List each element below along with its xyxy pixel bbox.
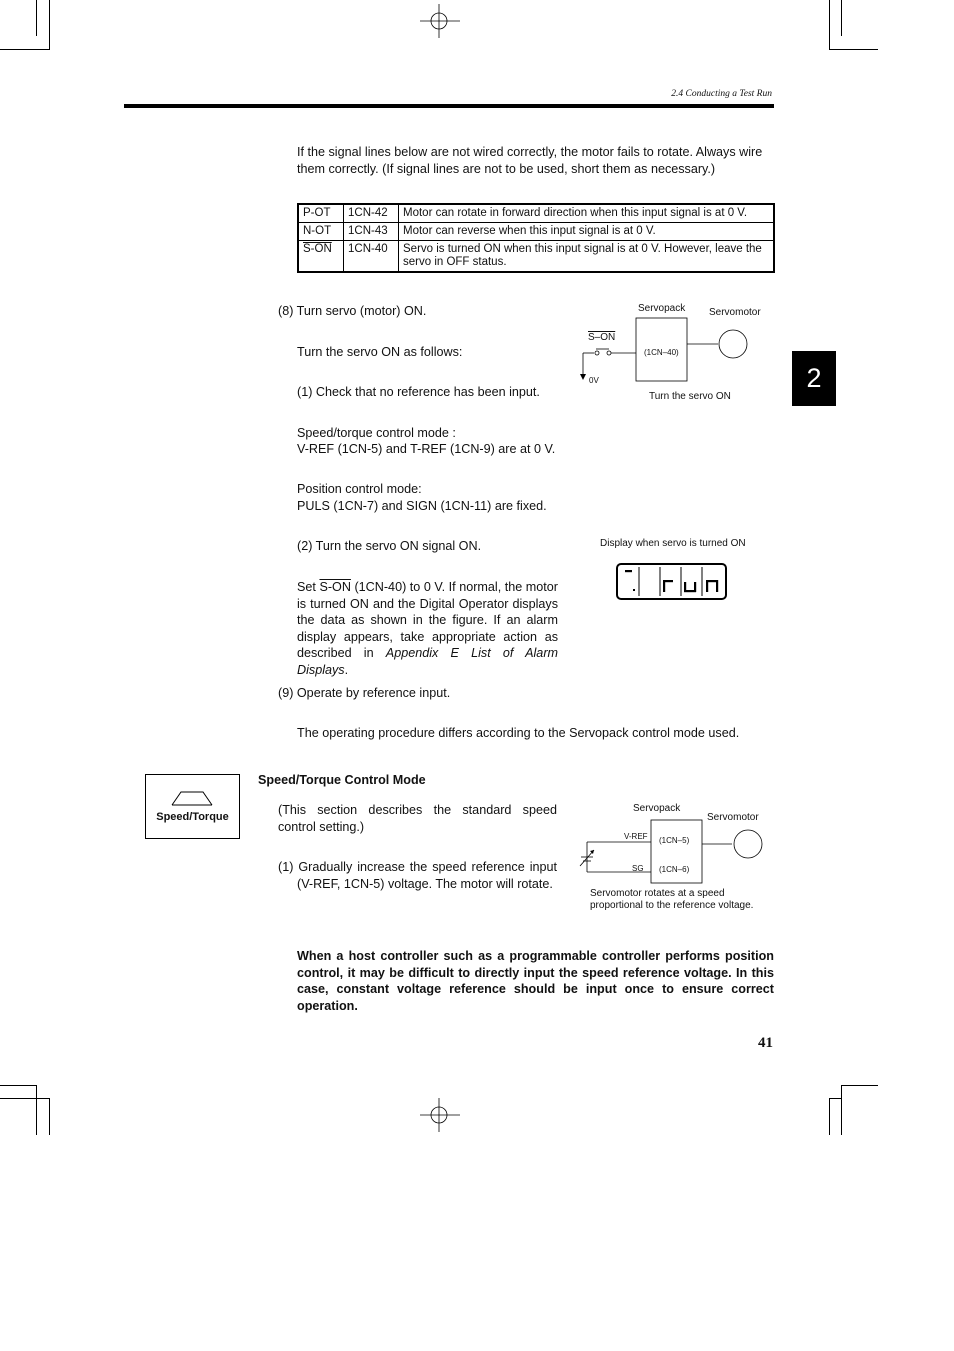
pin-label: (1CN–6) [659, 865, 690, 874]
position-mode-label: Position control mode: [297, 482, 422, 496]
crop-mark [36, 0, 37, 36]
sg-label: SG [632, 864, 644, 873]
signal-cell: S-ON [298, 241, 344, 273]
crop-mark [829, 49, 878, 50]
speed-reference-diagram [578, 800, 778, 915]
appendix-reference: Appendix E List of Alarm Displays [297, 646, 558, 677]
speed-torque-mode-box [145, 774, 240, 839]
run-display-digits [618, 565, 725, 598]
pin-cell: 1CN-40 [344, 241, 399, 273]
set-end: . [344, 662, 349, 677]
crop-mark [49, 1098, 50, 1135]
crop-mark [841, 1085, 842, 1135]
description-cell: Servo is turned ON when this input signal is at 0 V. However, leave the servo in OFF status. [399, 241, 775, 273]
servopack-label: Servopack [633, 803, 681, 814]
servomotor-label: Servomotor [707, 812, 759, 823]
speed-mode-intro: (This section describes the standard speed control setting.) [278, 803, 557, 834]
speed-torque-heading: Speed/Torque Control Mode [258, 773, 426, 787]
pin-label: (1CN–5) [659, 836, 690, 845]
pin-label: (1CN–40) [644, 348, 679, 357]
registration-mark [420, 4, 460, 38]
vref-label: V-REF [624, 832, 648, 841]
set-son-paragraph [297, 579, 558, 678]
signal-name: S-ON [319, 580, 351, 594]
speed-reference-wiring [578, 800, 778, 915]
intro-paragraph: If the signal lines below are not wired correctly, the motor fails to rotate. Always wire them correctly. (If signal lines are not to be used, short them as necessary.) [297, 145, 763, 176]
position-mode-text: PULS (1CN-7) and SIGN (1CN-11) are fixed. [297, 499, 547, 513]
digital-operator-display [616, 563, 727, 600]
registration-mark [420, 1098, 460, 1132]
crop-mark [0, 1085, 37, 1086]
step-8-intro: Turn the servo ON as follows: [297, 345, 463, 359]
speed-mode-text: V-REF (1CN-5) and T-REF (1CN-9) are at 0 V. [297, 442, 556, 456]
servo-on-diagram [578, 300, 778, 410]
speed-mode-step-1: (1) Gradually increase the speed reference input (V-REF, 1CN-5) voltage. The motor will rotate. [278, 860, 557, 891]
servomotor-label: Servomotor [709, 307, 761, 318]
crop-mark [0, 1098, 50, 1099]
pin-cell: 1CN-43 [344, 223, 399, 241]
son-signal-label: S–ON [588, 332, 616, 343]
set-text: (1CN-40) to 0 V. If normal, the motor is turned ON and the Digital Operator displays the data as shown in the figure. If an alarm display appears, take appropriate action as described in [297, 580, 558, 660]
crop-mark [829, 1098, 830, 1135]
running-header: 2.4 Conducting a Test Run [671, 89, 772, 99]
step-8-substep-2: (2) Turn the servo ON signal ON. [297, 539, 482, 553]
diagram-caption-line-2: proportional to the reference voltage. [590, 900, 754, 911]
table-row [298, 204, 774, 223]
description-cell: Motor can reverse when this input signal is at 0 V. [399, 223, 775, 241]
crop-mark [36, 1085, 37, 1135]
crop-mark [841, 0, 842, 36]
header-rule [124, 104, 774, 108]
table-row [298, 223, 774, 241]
step-9-text: The operating procedure differs according to the Servopack control mode used. [297, 726, 740, 740]
zero-volt-label: 0V [589, 376, 599, 385]
crop-mark [841, 1085, 878, 1086]
signal-table [297, 203, 775, 273]
step-8-title: (8) Turn servo (motor) ON. [278, 304, 427, 318]
crop-mark [49, 0, 50, 50]
step-8-substep-1: (1) Check that no reference has been input. [297, 385, 540, 399]
speed-mode-label: Speed/torque control mode : [297, 426, 456, 440]
diagram-caption-line-1: Servomotor rotates at a speed [590, 888, 725, 899]
host-controller-note: When a host controller such as a programmable controller performs position control, it may be difficult to directly input the speed reference voltage. In this case, constant voltage reference should be input once to ensure correct operation. [297, 949, 774, 1013]
display-caption: Display when servo is turned ON [600, 538, 746, 549]
mode-box-label: Speed/Torque [156, 811, 229, 823]
signal-cell: N-OT [298, 223, 344, 241]
description-cell: Motor can rotate in forward direction when this input signal is at 0 V. [399, 204, 775, 223]
diagram-caption: Turn the servo ON [649, 391, 731, 402]
set-prefix: Set [297, 580, 320, 594]
signal-cell: P-OT [298, 204, 344, 223]
crop-mark [829, 0, 830, 50]
table-row [298, 241, 774, 273]
step-9-title: (9) Operate by reference input. [278, 686, 451, 700]
servopack-label: Servopack [638, 303, 686, 314]
servo-on-wiring [578, 300, 778, 410]
pin-cell: 1CN-42 [344, 204, 399, 223]
crop-mark [0, 49, 50, 50]
chapter-tab: 2 [792, 351, 836, 406]
trapezoid-icon [170, 789, 214, 807]
page-number: 41 [758, 1035, 773, 1051]
